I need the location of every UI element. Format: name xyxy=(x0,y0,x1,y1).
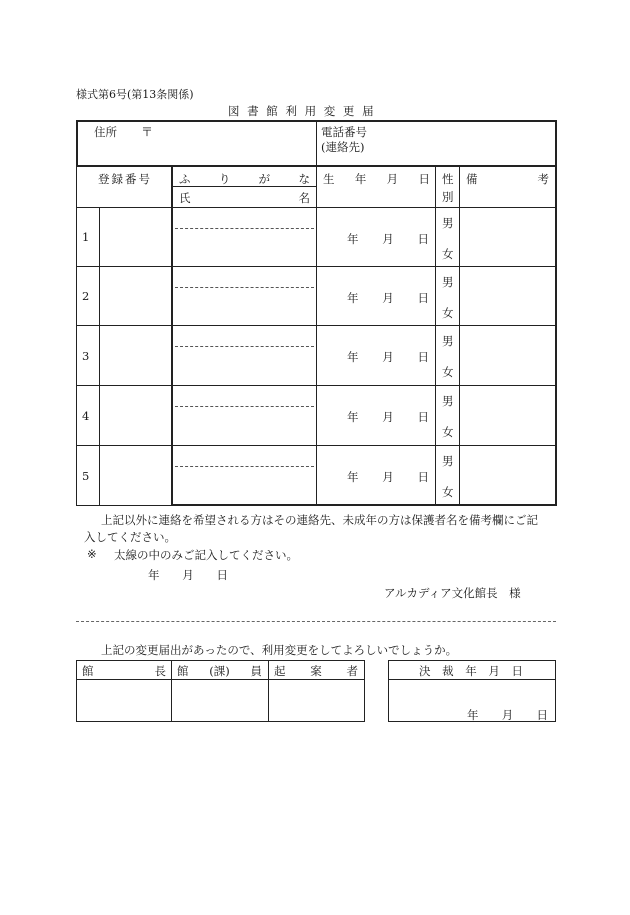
drafter-char: 者 xyxy=(346,664,358,678)
decision-char: 裁 xyxy=(442,664,454,678)
director-char: 長 xyxy=(154,664,166,678)
furigana-divider xyxy=(175,346,314,347)
birth-date xyxy=(347,349,429,365)
birth-char: 月 xyxy=(386,172,399,186)
decision-date-fields xyxy=(467,707,548,723)
drafter-char: 起 xyxy=(274,664,286,678)
thick-frame-note: 太線の中のみご記入してください。 xyxy=(114,548,298,562)
row-number: 5 xyxy=(82,469,90,483)
birth-char: 生 xyxy=(323,172,335,186)
year-label: 年 xyxy=(347,410,359,424)
document-title: 図 書 館 利 用 変 更 届 xyxy=(228,104,376,118)
month-label: 月 xyxy=(382,410,394,424)
drafter-column-header xyxy=(274,663,358,679)
decision-date-header xyxy=(419,663,523,679)
furigana-char: な xyxy=(298,172,310,186)
phone-sub-label: (連絡先) xyxy=(321,140,365,154)
day-label: 日 xyxy=(417,470,429,484)
director-char: 館 xyxy=(82,664,94,678)
male-option[interactable]: 男 xyxy=(442,216,454,230)
decision-char: 年 xyxy=(465,664,477,678)
birth-date xyxy=(347,290,429,306)
name-header xyxy=(179,190,310,206)
year-label: 年 xyxy=(148,568,160,582)
male-option[interactable]: 男 xyxy=(442,394,454,408)
female-option[interactable]: 女 xyxy=(442,485,454,499)
name-char: 名 xyxy=(298,191,310,205)
birth-date-header xyxy=(323,171,430,187)
female-option[interactable]: 女 xyxy=(442,306,454,320)
month-label: 月 xyxy=(382,470,394,484)
birth-date xyxy=(347,469,429,485)
month-label: 月 xyxy=(182,568,194,582)
furigana-divider xyxy=(175,466,314,467)
furigana-divider xyxy=(175,228,314,229)
male-option[interactable]: 男 xyxy=(442,334,454,348)
remarks-char: 考 xyxy=(537,172,549,186)
furigana-char: が xyxy=(258,172,271,186)
staff-char: (課) xyxy=(209,664,230,678)
row-number: 1 xyxy=(82,230,90,244)
submission-date xyxy=(148,567,228,583)
sex-header-top: 性 xyxy=(442,172,454,186)
furigana-divider xyxy=(175,406,314,407)
address-label: 住所 xyxy=(94,125,117,139)
year-label: 年 xyxy=(347,232,359,246)
year-label: 年 xyxy=(467,708,479,722)
drafter-char: 案 xyxy=(310,664,322,678)
furigana-divider xyxy=(175,287,314,288)
remarks-header xyxy=(466,171,549,187)
staff-char: 員 xyxy=(250,664,262,678)
female-option[interactable]: 女 xyxy=(442,247,454,261)
month-label: 月 xyxy=(382,291,394,305)
day-label: 日 xyxy=(417,410,429,424)
year-label: 年 xyxy=(347,291,359,305)
year-label: 年 xyxy=(347,470,359,484)
phone-label: 電話番号 xyxy=(321,125,367,139)
director-column-header xyxy=(82,663,166,679)
row-number: 2 xyxy=(82,289,90,303)
female-option[interactable]: 女 xyxy=(442,365,454,379)
birth-date xyxy=(347,231,429,247)
day-label: 日 xyxy=(417,291,429,305)
row-number: 4 xyxy=(82,409,90,423)
day-label: 日 xyxy=(536,708,548,722)
day-label: 日 xyxy=(216,568,228,582)
form-number: 様式第6号(第13条関係) xyxy=(76,88,194,101)
furigana-char: り xyxy=(218,172,231,186)
month-label: 月 xyxy=(382,232,394,246)
postal-mark: 〒 xyxy=(141,125,154,139)
contact-note-line2: 入してください。 xyxy=(84,530,176,544)
reg-no-header: 登録番号 xyxy=(98,172,152,186)
month-label: 月 xyxy=(382,350,394,364)
contact-note-line1: 上記以外に連絡を希望される方はその連絡先、未成年の方は保護者名を備考欄にご記 xyxy=(101,513,538,527)
furigana-header xyxy=(179,171,310,187)
furigana-char: ふ xyxy=(179,172,191,186)
staff-char: 館 xyxy=(177,664,189,678)
month-label: 月 xyxy=(501,708,514,722)
cut-line xyxy=(76,621,556,622)
day-label: 日 xyxy=(417,350,429,364)
row-number: 3 xyxy=(82,349,90,363)
staff-column-header xyxy=(177,663,262,679)
birth-date xyxy=(347,409,429,425)
approval-statement: 上記の変更届出があったので、利用変更をしてよろしいでしょうか。 xyxy=(101,643,458,657)
day-label: 日 xyxy=(417,232,429,246)
year-label: 年 xyxy=(347,350,359,364)
remarks-char: 備 xyxy=(466,172,478,186)
sex-header-bottom: 別 xyxy=(442,190,454,204)
name-char: 氏 xyxy=(179,191,191,205)
birth-char: 日 xyxy=(418,172,430,186)
decision-char: 決 xyxy=(419,664,431,678)
recipient-name: アルカディア文化館長 様 xyxy=(384,586,521,600)
decision-char: 日 xyxy=(511,664,523,678)
male-option[interactable]: 男 xyxy=(442,454,454,468)
decision-char: 月 xyxy=(488,664,500,678)
birth-char: 年 xyxy=(354,172,367,186)
note-mark: ※ xyxy=(87,547,97,561)
male-option[interactable]: 男 xyxy=(442,275,454,289)
female-option[interactable]: 女 xyxy=(442,425,454,439)
